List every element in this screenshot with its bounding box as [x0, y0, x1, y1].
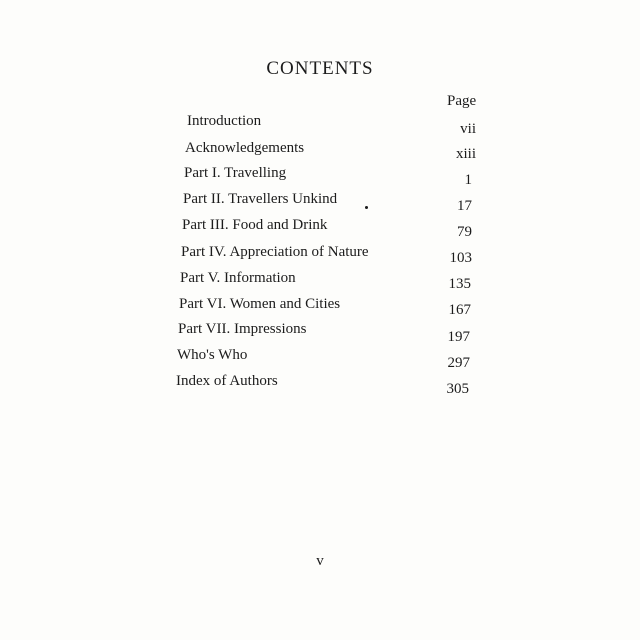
ink-speck [365, 206, 368, 209]
contents-heading: CONTENTS [266, 58, 374, 79]
entry-title: Part VI. Women and Cities [179, 296, 341, 312]
entry-page: 79 [457, 224, 472, 240]
entry-title: Index of Authors [176, 373, 278, 389]
entry-page: 197 [447, 329, 470, 345]
entry-page: xiii [455, 146, 476, 162]
entry-title: Acknowledgements [185, 140, 305, 156]
entry-title: Part IV. Appreciation of Nature [181, 244, 369, 260]
entry-title: Part I. Travelling [184, 165, 287, 181]
entry-page: 305 [446, 381, 469, 397]
entry-page: 135 [448, 276, 471, 292]
entry-page: 1 [464, 172, 472, 188]
entry-page: 297 [447, 355, 470, 371]
entry-title: Who's Who [177, 347, 248, 363]
entry-page: 167 [448, 302, 471, 318]
entry-title: Introduction [187, 113, 262, 129]
page-column-label: Page [447, 93, 477, 109]
entry-title: Part III. Food and Drink [182, 217, 328, 233]
entry-page: 17 [457, 198, 472, 214]
page-folio: v [316, 553, 324, 569]
entry-title: Part V. Information [180, 270, 296, 286]
entry-title: Part II. Travellers Unkind [183, 191, 338, 207]
entry-title: Part VII. Impressions [178, 321, 307, 337]
entry-page: vii [460, 121, 476, 137]
entry-page: 103 [449, 250, 472, 266]
